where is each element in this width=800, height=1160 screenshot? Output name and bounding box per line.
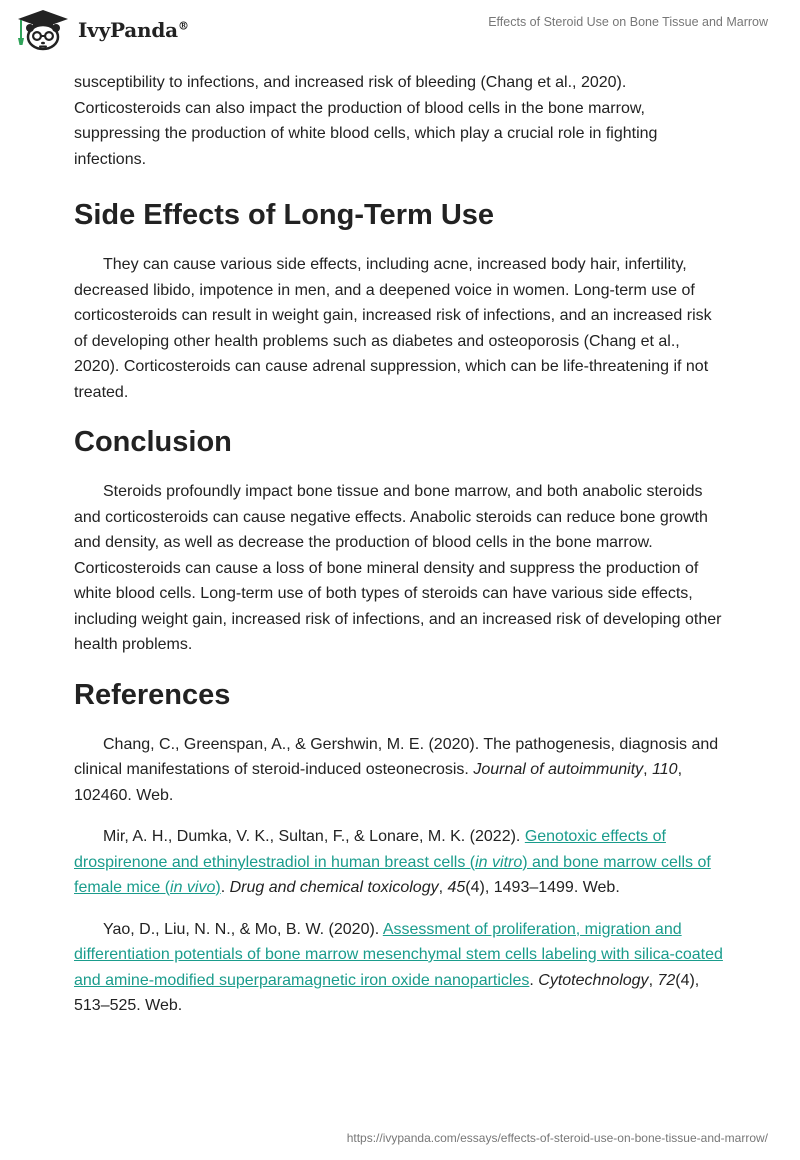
conclusion-paragraph: Steroids profoundly impact bone tissue and bone marrow, and both anabolic steroids and corticosteroids can cause negative effects. Anabolic steroids can reduce bone growth and density, as well as decrease the production of blood cells in the bone marrow. Corticosteroids can cause a loss of bone mineral density and suppress the production of white blood cells. Long-term use of both types of steroids can have various side effects, including weight gain, increased risk of infections, and an increased risk of developing other health problems. xyxy=(74,483,722,653)
reference-chang: Chang, C., Greenspan, A., & Gershwin, M. E. (2020). The pathogenesis, diagnosis and clinical manifestations of steroid-induced osteonecrosis. Journal of autoimmunity, 110, 102460. Web. xyxy=(74,735,719,804)
document-title: Effects of Steroid Use on Bone Tissue and Marrow xyxy=(488,15,768,29)
reference-link-mir[interactable]: Genotoxic effects of drospirenone and ethinylestradiol in human breast cells (in vitro) and bone marrow cells of female mice (in vivo) xyxy=(74,828,711,896)
side-effects-paragraph: They can cause various side effects, including acne, increased body hair, infertility, decreased libido, impotence in men, and a deepened voice in women. Long-term use of corticosteroids can result in weight gain, increased risk of infections, and an increased risk of developing other health problems such as diabetes and osteoporosis (Chang et al., 2020). Corticosteroids can cause adrenal suppression, which can be life-threatening if not treated. xyxy=(74,256,712,401)
brand-logo[interactable] xyxy=(14,8,189,52)
reference-yao: Yao, D., Liu, N. N., & Mo, B. W. (2020). Assessment of proliferation, migration and differentiation potentials of bone marrow mesenchymal stem cells labeling with silica-coated and amine-modified superparamagnetic iron oxide nanoparticles. Cytotechnology, 72(4), 513–525. Web. xyxy=(74,920,723,1014)
journal-volume: 45 xyxy=(447,879,466,896)
panda-graduate-icon xyxy=(14,8,72,52)
brand-name: IvyPanda® xyxy=(78,18,189,42)
page-header xyxy=(0,0,800,64)
heading-references: References xyxy=(74,678,231,711)
reference-mir: Mir, A. H., Dumka, V. K., Sultan, F., & Lonare, M. K. (2022). Genotoxic effects of drospirenone and ethinylestradiol in human breast cells (in vitro) and bone marrow cells of female mice (in vivo). Drug and chemical toxicology, 45(4), 1493–1499. Web. xyxy=(74,828,711,896)
journal-volume: 72 xyxy=(657,971,676,989)
essay-content xyxy=(74,70,726,1035)
intro-paragraph: susceptibility to infections, and increased risk of bleeding (Chang et al., 2020). Corticosteroids can also impact the production of blood cells in the bone marrow, suppressing the production of white blood cells, which play a crucial role in fighting infections. xyxy=(74,74,658,168)
reference-link-yao[interactable]: Assessment of proliferation, migration and differentiation potentials of bone marrow mesenchymal stem cells labeling with silica-coated and amine-modified superparamagnetic iron oxide nanoparticles xyxy=(74,920,723,989)
journal-title: Journal of autoimmunity xyxy=(473,761,644,778)
journal-volume: 110 xyxy=(652,761,678,778)
heading-side-effects: Side Effects of Long-Term Use xyxy=(74,199,495,231)
footer-url[interactable]: https://ivypanda.com/essays/effects-of-steroid-use-on-bone-tissue-and-marrow/ xyxy=(346,1131,768,1145)
journal-title: Cytotechnology xyxy=(538,971,649,989)
heading-conclusion: Conclusion xyxy=(74,426,232,458)
journal-title: Drug and chemical toxicology xyxy=(229,879,439,896)
